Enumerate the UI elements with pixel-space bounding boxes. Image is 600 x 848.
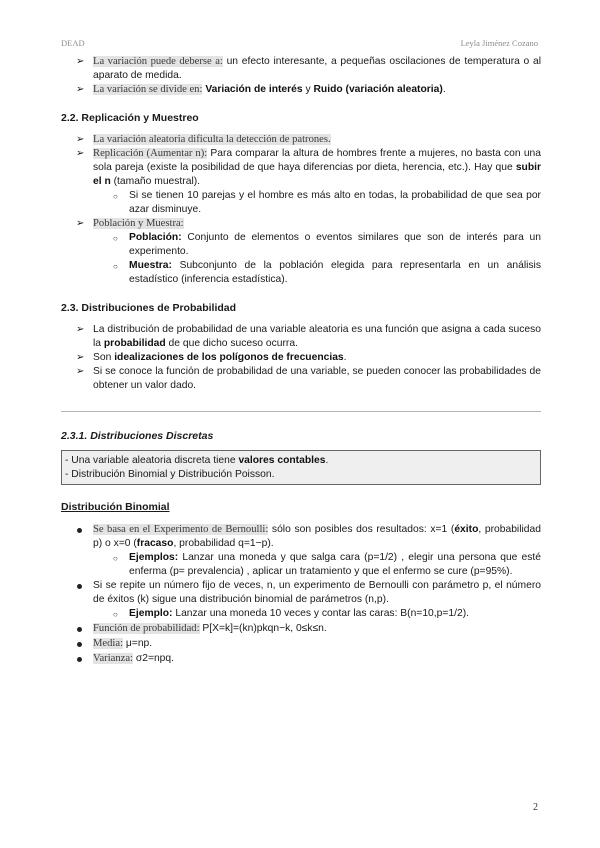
circle-bullet-icon: ○ (113, 262, 118, 271)
highlight: Función de probabilidad: (93, 623, 200, 634)
list-item: ➢ La variación se divide en: Variación de interés y Ruido (variación aleatoria). (76, 84, 446, 95)
header-left: DEAD (61, 38, 85, 48)
highlight: Se basa en el Experimento de Bernoulli: (93, 524, 269, 535)
arrow-bullet-icon: ➢ (76, 56, 85, 67)
circle-bullet-icon: ○ (113, 234, 118, 243)
highlight: Varianza: (93, 653, 133, 664)
highlight: La variación puede deberse a: (93, 56, 223, 67)
arrow-bullet-icon: ➢ (76, 324, 85, 335)
list-item: ➢ Replicación (Aumentar n): Para comparar la altura de hombres frente a mujeres, no basta con una sola pareja (existe la posibilidad de que haya diferencias por dieta, herencia, etc.). Hay que subir el n (tamaño muestral). (76, 148, 541, 187)
list-item: ➢ La distribución de probabilidad de una variable aleatoria es una función que asigna a cada suceso la probabilidad de que dicho suceso ocurra. (76, 324, 541, 349)
list-item: Se basa en el Experimento de Bernoulli: sólo son posibles dos resultados: x=1 (éxito, probabilidad p) o x=0 (fracaso, probabilidad q=1−p). (77, 523, 541, 551)
document-body (61, 55, 541, 667)
sub-list-item: ○ Si se tienen 10 parejas y el hombre es más alto en todas, la probabilidad de que sea por azar disminuye. (113, 190, 541, 215)
sub-list-item: ○ Población: Conjunto de elementos o eventos similares que son de interés para un experimento. (113, 232, 541, 257)
section-heading: 2.3. Distribuciones de Probabilidad (61, 302, 237, 314)
arrow-bullet-icon: ➢ (76, 352, 85, 363)
circle-bullet-icon: ○ (113, 192, 118, 201)
header-author: Leyla Jiménez Cozano (460, 38, 538, 48)
bullet-dot-icon (77, 642, 82, 647)
highlight: La variación se divide en: (93, 84, 203, 95)
list-item: ➢ Son idealizaciones de los polígonos de frecuencias. (76, 352, 347, 363)
list-item: ➢ La variación puede deberse a: un efecto interesante, a pequeñas oscilaciones de temperatura o al aparato de medida. (76, 56, 542, 81)
list-item: Si se repite un número fijo de veces, n, un experimento de Bernoulli con parámetro p, el número de éxitos (k) sigue una distribución binomial de parámetros (n,p). (77, 579, 541, 607)
circle-bullet-icon: ○ (113, 610, 118, 619)
list-item: Varianza: σ2=npq. (77, 652, 541, 667)
sub-list-item: ○ Ejemplos: Lanzar una moneda y que salga cara (p=1/2) , elegir una persona que esté enferma (p= prevalencia) , aplicar un tratamiento y que el enfermo se cure (p=95%). (113, 552, 541, 577)
sub-list-item: ○ Ejemplo: Lanzar una moneda 10 veces y contar las caras: B(n=10,p=1/2). (113, 607, 541, 622)
list-item: Función de probabilidad: P[X=k]=(kn)pkqn−k, 0≤k≤n. (77, 622, 541, 637)
arrow-bullet-icon: ➢ (76, 148, 85, 159)
bullet-dot-icon (77, 657, 82, 662)
highlight: La variación aleatoria dificulta la detección de patrones. (93, 134, 331, 145)
bullet-dot-icon (77, 584, 82, 589)
sub-list-item: ○ Muestra: Subconjunto de la población elegida para representarla en un análisis estadístico (inferencia estadística). (113, 260, 541, 285)
bullet-dot-icon (77, 528, 82, 533)
bullet-dot-icon (77, 627, 82, 632)
circle-bullet-icon: ○ (113, 554, 118, 563)
summary-box: - Una variable aleatoria discreta tiene valores contables. - Distribución Binomial y Distribución Poisson. (61, 450, 541, 485)
arrow-bullet-icon: ➢ (76, 84, 85, 95)
arrow-bullet-icon: ➢ (76, 218, 85, 229)
subsection-heading: 2.3.1. Distribuciones Discretas (61, 430, 214, 442)
arrow-bullet-icon: ➢ (76, 134, 85, 145)
horizontal-divider (61, 411, 541, 412)
highlight: Población y Muestra: (93, 218, 184, 229)
highlight: Replicación (Aumentar n): (93, 148, 208, 159)
highlight: Media: (93, 638, 124, 649)
list-item (76, 217, 541, 231)
topic-heading: Distribución Binomial (61, 501, 170, 513)
section-heading: 2.2. Replicación y Muestreo (61, 112, 199, 124)
list-item: ➢ Si se conoce la función de probabilidad de una variable, se pueden conocer las probabilidades de obtener un valor dado. (76, 366, 541, 391)
list-item (76, 133, 541, 147)
list-item: Media: μ=np. (77, 637, 541, 652)
arrow-bullet-icon: ➢ (76, 366, 85, 377)
page-number: 2 (533, 802, 538, 813)
